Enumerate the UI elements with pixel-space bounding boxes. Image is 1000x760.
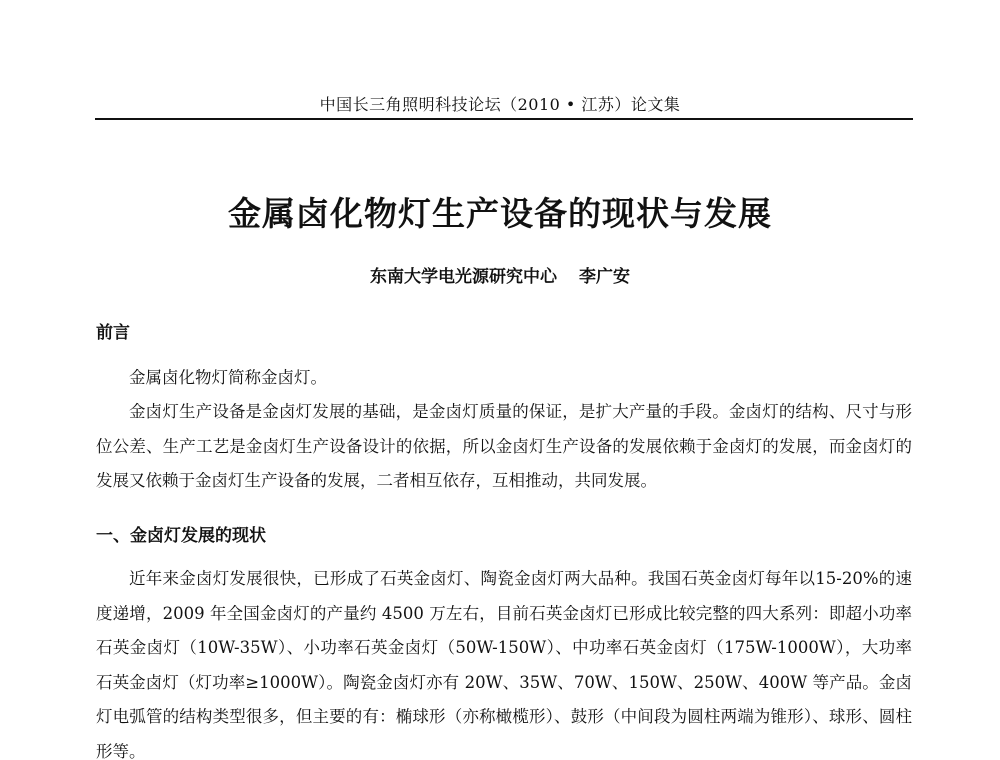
author-name: 李广安 — [579, 267, 630, 287]
affiliation: 东南大学电光源研究中心 — [370, 267, 557, 287]
running-header: 中国长三角照明科技论坛（2010 • 江苏）论文集 — [319, 95, 681, 114]
section-1-body — [96, 562, 912, 760]
header-rule — [95, 118, 913, 120]
section-heading-preface: 前言 — [96, 323, 130, 343]
section-heading-1: 一、金卤灯发展的现状 — [96, 526, 266, 546]
byline — [0, 262, 1000, 287]
paragraph-preface-1: 金属卤化物灯简称金卤灯。 — [129, 368, 327, 387]
paragraph-preface-2: 金卤灯生产设备是金卤灯发展的基础，是金卤灯质量的保证，是扩大产量的手段。金卤灯的结构、尺寸与形位公差、生产工艺是金卤灯生产设备设计的依据，所以金卤灯生产设备的发展依赖于金卤灯的发展，而金卤灯的发展又依赖于金卤灯生产设备的发展，二者相互依存，互相推动，共同发展。 — [96, 402, 912, 490]
paper-title: 金属卤化物灯生产设备的现状与发展 — [228, 194, 772, 233]
paragraph-section-1: 近年来金卤灯发展很快，已形成了石英金卤灯、陶瓷金卤灯两大品种。我国石英金卤灯每年以15-20%的速度递增，2009 年全国金卤灯的产量约 4500 万左右，目前石英金卤灯已形成比较完整的四大系列：即超小功率石英金卤灯（10W-35W）、小功率石英金卤灯（50W-150W）、中功率石英金卤灯（175W-1000W），大功率石英金卤灯（灯功率≥1000W）。陶瓷金卤灯亦有 20W、35W、70W、150W、250W、400W 等产品。金卤灯电弧管的结构类型很多，但主要的有：椭球形（亦称橄榄形）、鼓形（中间段为圆柱两端为锥形）、球形、圆柱形等。 — [96, 569, 912, 760]
